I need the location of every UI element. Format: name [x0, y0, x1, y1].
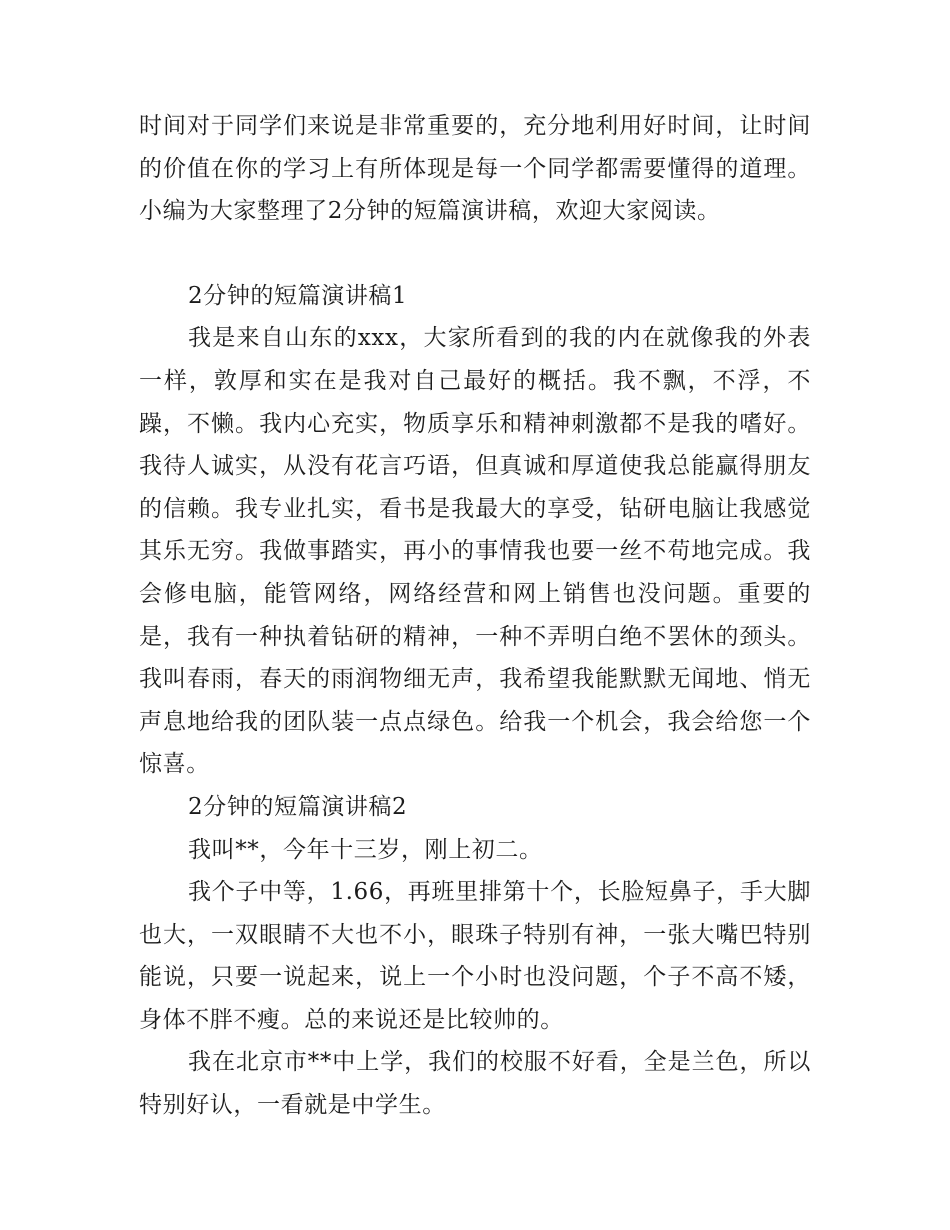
- speech-2-paragraph-2: 我个子中等，1.66，再班里排第十个，长脸短鼻子，手大脚也大，一双眼睛不大也不小，眼珠子特别有神，一张大嘴巴特别能说，只要一说起来，说上一个小时也没问题，个子不高不矮，身体不胖不瘦。总的来说还是比较帅的。: [139, 879, 811, 1033]
- paragraph-gap: [139, 233, 811, 275]
- intro-paragraph: 时间对于同学们来说是非常重要的，充分地利用好时间，让时间的价值在你的学习上有所体现是每一个同学都需要懂得的道理。小编为大家整理了2分钟的短篇演讲稿，欢迎大家阅读。: [139, 113, 811, 225]
- document-body: [139, 105, 811, 1127]
- speech-2-title: 2分钟的短篇演讲稿2: [188, 793, 408, 820]
- speech-1-body: 我是来自山东的xxx，大家所看到的我的内在就像我的外表一样，敦厚和实在是我对自己最好的概括。我不飘，不浮，不躁，不懒。我内心充实，物质享乐和精神刺激都不是我的嗜好。我待人诚实，从没有花言巧语，但真诚和厚道使我总能赢得朋友的信赖。我专业扎实，看书是我最大的享受，钻研电脑让我感觉其乐无穷。我做事踏实，再小的事情我也要一丝不苟地完成。我会修电脑，能管网络，网络经营和网上销售也没问题。重要的是，我有一种执着钻研的精神，一种不弄明白绝不罢休的颈头。我叫春雨，春天的雨润物细无声，我希望我能默默无闻地、悄无声息地给我的团队装一点点绿色。给我一个机会，我会给您一个惊喜。: [139, 325, 811, 778]
- speech-2-paragraph-3: 我在北京市**中上学，我们的校服不好看，全是兰色，所以特别好认，一看就是中学生。: [139, 1049, 811, 1119]
- speech-1-title: 2分钟的短篇演讲稿1: [188, 282, 408, 309]
- speech-2-paragraph-1: 我叫**，今年十三岁，刚上初二。: [188, 836, 543, 863]
